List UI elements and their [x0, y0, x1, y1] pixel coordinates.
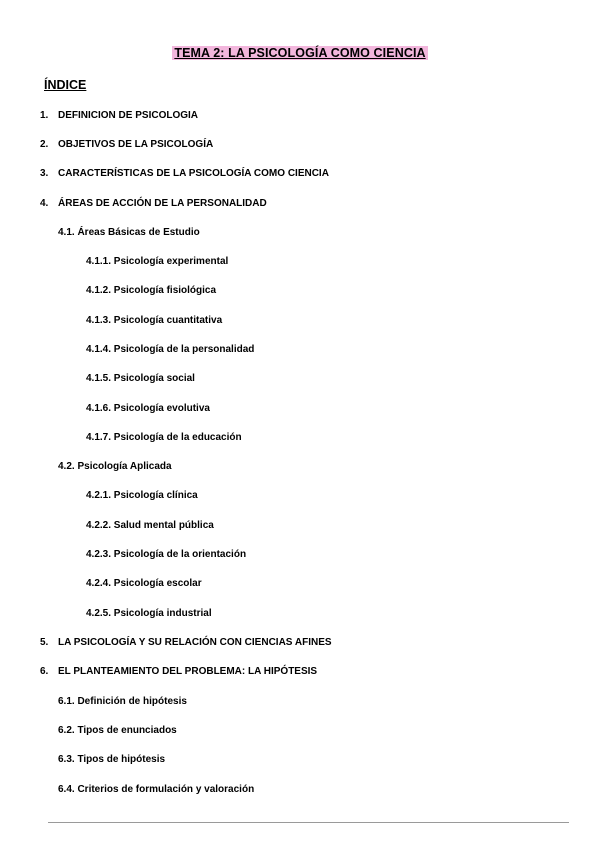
toc-entry-2 — [40, 139, 213, 150]
toc-entry-text: DEFINICION DE PSICOLOGIA — [58, 110, 199, 121]
toc-entry-4-1-3: 4.1.3. Psicología cuantitativa — [86, 315, 223, 326]
toc-entry-text: CARACTERÍSTICAS DE LA PSICOLOGÍA COMO CIENCIA — [58, 168, 329, 179]
toc-entry-number: 2. — [40, 139, 49, 150]
toc-entry-4-1-7: 4.1.7. Psicología de la educación — [86, 432, 242, 443]
toc-entry-text: OBJETIVOS DE LA PSICOLOGÍA — [58, 139, 214, 150]
toc-entry-text: EL PLANTEAMIENTO DEL PROBLEMA: LA HIPÓTESIS — [58, 666, 318, 677]
toc-entry-6-1: 6.1. Definición de hipótesis — [58, 696, 187, 707]
toc-entry-number: 5. — [40, 637, 49, 648]
index-heading: ÍNDICE — [44, 78, 87, 92]
toc-entry-4-1-4: 4.1.4. Psicología de la personalidad — [86, 344, 255, 355]
document-title: TEMA 2: LA PSICOLOGÍA COMO CIENCIA — [174, 46, 426, 60]
toc-entry-6-4: 6.4. Criterios de formulación y valoración — [58, 784, 255, 795]
toc-entry-4-2: 4.2. Psicología Aplicada — [58, 461, 172, 472]
toc-entry-number: 3. — [40, 168, 49, 179]
toc-entry-4-1-6: 4.1.6. Psicología evolutiva — [86, 403, 210, 414]
toc-entry-3 — [40, 168, 329, 179]
toc-entry-number: 6. — [40, 666, 49, 677]
toc-entry-4 — [40, 198, 267, 209]
toc-entry-6 — [40, 666, 317, 677]
toc-entry-1 — [40, 110, 198, 121]
toc-entry-4-2-5: 4.2.5. Psicología industrial — [86, 608, 212, 619]
document-title-container — [0, 44, 600, 62]
toc-entry-4-2-4: 4.2.4. Psicología escolar — [86, 578, 202, 589]
toc-entry-5 — [40, 637, 332, 648]
toc-entry-4-2-1: 4.2.1. Psicología clínica — [86, 490, 198, 501]
toc-entry-text: LA PSICOLOGÍA Y SU RELACIÓN CON CIENCIAS AFINES — [58, 637, 332, 648]
toc-entry-number: 4. — [40, 198, 49, 209]
toc-entry-number: 1. — [40, 110, 49, 121]
toc-entry-6-2: 6.2. Tipos de enunciados — [58, 725, 177, 736]
toc-entry-4-2-3: 4.2.3. Psicología de la orientación — [86, 549, 247, 560]
toc-entry-6-3: 6.3. Tipos de hipótesis — [58, 754, 166, 765]
toc-entry-text: ÁREAS DE ACCIÓN DE LA PERSONALIDAD — [58, 198, 267, 209]
toc-entry-4-1: 4.1. Áreas Básicas de Estudio — [58, 227, 200, 238]
toc-entry-4-2-2: 4.2.2. Salud mental pública — [86, 520, 214, 531]
toc-entry-4-1-5: 4.1.5. Psicología social — [86, 373, 195, 384]
toc-entry-4-1-2: 4.1.2. Psicología fisiológica — [86, 285, 217, 296]
footer-divider — [48, 822, 569, 823]
toc-entry-4-1-1: 4.1.1. Psicología experimental — [86, 256, 229, 267]
